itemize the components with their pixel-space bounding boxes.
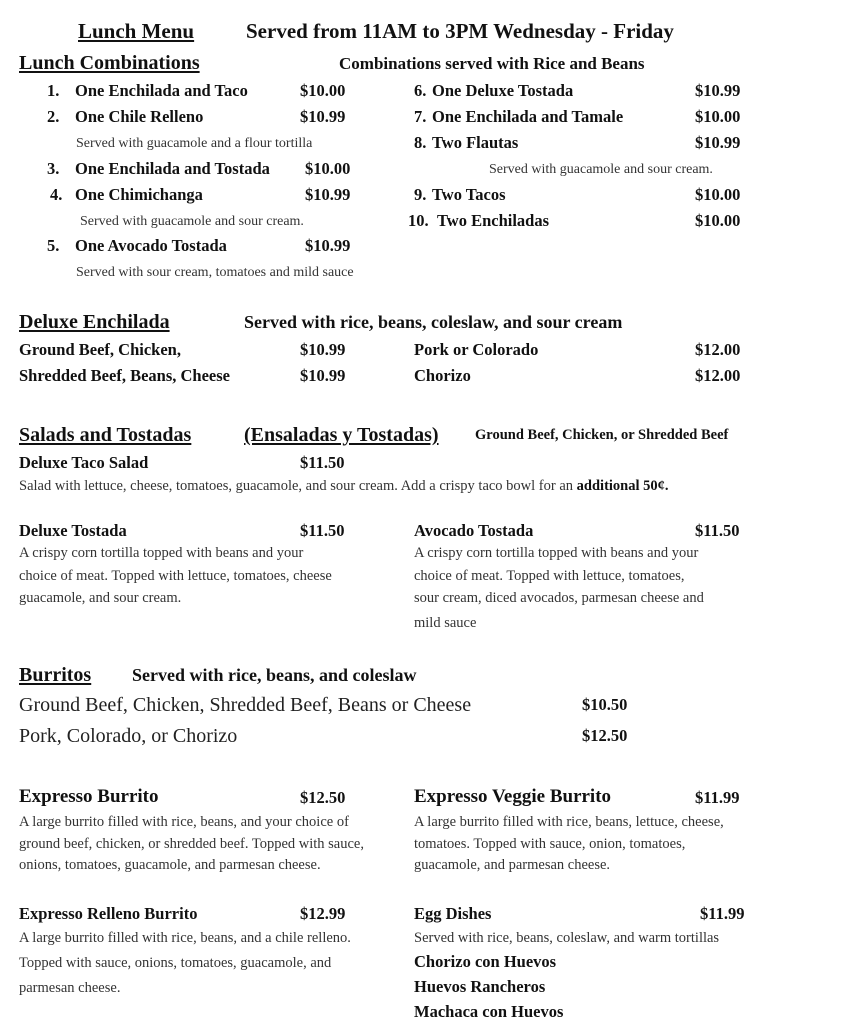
combo-price: $10.99 bbox=[300, 107, 346, 126]
item-description-line: choice of meat. Topped with lettuce, tomatoes, bbox=[414, 568, 685, 584]
combo-number: 1. bbox=[47, 81, 60, 100]
item-description-line: parmesan cheese. bbox=[19, 980, 121, 996]
item-name: Deluxe Taco Salad bbox=[19, 453, 149, 472]
combo-number: 8. bbox=[414, 133, 427, 152]
item-price: $12.00 bbox=[695, 366, 741, 385]
item-description-line: guacamole, and sour cream. bbox=[19, 590, 182, 606]
combo-name: One Chile Relleno bbox=[75, 107, 204, 126]
item-description-line: A large burrito filled with rice, beans, and your choice of bbox=[19, 814, 349, 830]
combo-number: 2. bbox=[47, 107, 60, 126]
section-title-lunch-combinations: Lunch Combinations bbox=[19, 52, 200, 74]
description-highlight: additional 50¢. bbox=[576, 478, 669, 494]
combo-price: $10.99 bbox=[305, 236, 351, 255]
item-description-line: guacamole, and parmesan cheese. bbox=[414, 857, 611, 873]
section-subtitle-salads: Ground Beef, Chicken, or Shredded Beef bbox=[475, 427, 729, 443]
combo-name: One Deluxe Tostada bbox=[432, 81, 574, 100]
combo-note: Served with sour cream, tomatoes and mild sauce bbox=[76, 265, 354, 280]
item-description-line: A large burrito filled with rice, beans, lettuce, cheese, bbox=[414, 814, 724, 830]
combo-price: $10.99 bbox=[305, 185, 351, 204]
combo-number: 9. bbox=[414, 185, 427, 204]
item-price: $11.50 bbox=[695, 521, 740, 540]
combo-price: $10.00 bbox=[305, 159, 351, 178]
item-price: $11.50 bbox=[300, 453, 345, 472]
combo-number: 6. bbox=[414, 81, 427, 100]
item-price: $11.50 bbox=[300, 521, 345, 540]
combo-name: One Avocado Tostada bbox=[75, 236, 227, 255]
combo-number: 4. bbox=[50, 185, 63, 204]
item-description-line: tomatoes. Topped with sauce, onion, tomatoes, bbox=[414, 836, 686, 852]
combo-number: 5. bbox=[47, 236, 60, 255]
item-price: $10.50 bbox=[582, 695, 628, 714]
egg-dish-option: Chorizo con Huevos bbox=[414, 952, 557, 971]
section-subtitle-deluxe-enchilada: Served with rice, beans, coleslaw, and sour cream bbox=[244, 312, 623, 332]
combo-name: One Chimichanga bbox=[75, 185, 203, 204]
item-price: $10.99 bbox=[300, 366, 346, 385]
item-name: Expresso Burrito bbox=[19, 786, 159, 807]
combo-name: One Enchilada and Tamale bbox=[432, 107, 624, 126]
item-name: Deluxe Tostada bbox=[19, 521, 127, 540]
item-description: Served with rice, beans, coleslaw, and warm tortillas bbox=[414, 930, 720, 946]
item-price: $12.00 bbox=[695, 340, 741, 359]
combo-price: $10.00 bbox=[695, 211, 741, 230]
combo-name: One Enchilada and Tostada bbox=[75, 159, 270, 178]
section-subtitle-combinations: Combinations served with Rice and Beans bbox=[339, 54, 645, 73]
item-name: Chorizo bbox=[414, 366, 471, 385]
item-price: $11.99 bbox=[695, 788, 740, 807]
combo-number: 3. bbox=[47, 159, 60, 178]
item-name: Expresso Veggie Burrito bbox=[414, 786, 612, 807]
item-description bbox=[19, 479, 669, 495]
section-title-salads-spanish: (Ensaladas y Tostadas) bbox=[244, 424, 439, 446]
item-description-line: A large burrito filled with rice, beans, and a chile relleno. bbox=[19, 930, 351, 946]
egg-dish-option: Machaca con Huevos bbox=[414, 1002, 564, 1021]
combo-name: Two Tacos bbox=[432, 185, 506, 204]
item-name: Pork, Colorado, or Chorizo bbox=[19, 725, 238, 747]
combo-number: 10. bbox=[408, 211, 429, 230]
item-name: Expresso Relleno Burrito bbox=[19, 904, 198, 923]
combo-name: Two Flautas bbox=[432, 133, 519, 152]
item-description-line: ground beef, chicken, or shredded beef. Topped with sauce, bbox=[19, 836, 364, 852]
combo-name: One Enchilada and Taco bbox=[75, 81, 248, 100]
combo-note: Served with guacamole and a flour tortilla bbox=[76, 136, 313, 151]
service-hours: Served from 11AM to 3PM Wednesday - Friday bbox=[246, 19, 674, 43]
item-price: $12.50 bbox=[582, 726, 628, 745]
item-description-line: A crispy corn tortilla topped with beans and your bbox=[414, 545, 699, 561]
item-name: Egg Dishes bbox=[414, 904, 492, 923]
item-price: $10.99 bbox=[300, 340, 346, 359]
item-price: $11.99 bbox=[700, 904, 745, 923]
combo-price: $10.99 bbox=[695, 81, 741, 100]
menu-title: Lunch Menu bbox=[78, 19, 195, 43]
section-title-salads: Salads and Tostadas bbox=[19, 424, 192, 446]
item-description-line: sour cream, diced avocados, parmesan cheese and bbox=[414, 590, 704, 606]
section-subtitle-burritos: Served with rice, beans, and coleslaw bbox=[132, 665, 417, 685]
combo-name: Two Enchiladas bbox=[437, 211, 550, 230]
combo-price: $10.00 bbox=[300, 81, 346, 100]
item-description-line: mild sauce bbox=[414, 615, 477, 631]
combo-note: Served with guacamole and sour cream. bbox=[489, 162, 713, 177]
item-name: Ground Beef, Chicken, bbox=[19, 340, 181, 359]
combo-number: 7. bbox=[414, 107, 427, 126]
item-name: Pork or Colorado bbox=[414, 340, 539, 359]
combo-price: $10.00 bbox=[695, 107, 741, 126]
item-description-line: Topped with sauce, onions, tomatoes, guacamole, and bbox=[19, 955, 332, 971]
combo-price: $10.00 bbox=[695, 185, 741, 204]
item-description-line: onions, tomatoes, guacamole, and parmesan cheese. bbox=[19, 857, 321, 873]
combo-note: Served with guacamole and sour cream. bbox=[80, 214, 304, 229]
item-price: $12.99 bbox=[300, 904, 346, 923]
section-title-deluxe-enchilada: Deluxe Enchilada bbox=[19, 311, 170, 333]
item-description-line: A crispy corn tortilla topped with beans and your bbox=[19, 545, 304, 561]
item-description-line: choice of meat. Topped with lettuce, tomatoes, cheese bbox=[19, 568, 332, 584]
egg-dish-option: Huevos Rancheros bbox=[414, 977, 546, 996]
combo-price: $10.99 bbox=[695, 133, 741, 152]
item-name: Avocado Tostada bbox=[414, 521, 534, 540]
item-name: Ground Beef, Chicken, Shredded Beef, Beans or Cheese bbox=[19, 694, 472, 716]
item-price: $12.50 bbox=[300, 788, 346, 807]
item-name: Shredded Beef, Beans, Cheese bbox=[19, 366, 230, 385]
section-title-burritos: Burritos bbox=[19, 664, 92, 686]
description-text: Salad with lettuce, cheese, tomatoes, guacamole, and sour cream. Add a crispy taco bowl for an bbox=[19, 478, 577, 494]
